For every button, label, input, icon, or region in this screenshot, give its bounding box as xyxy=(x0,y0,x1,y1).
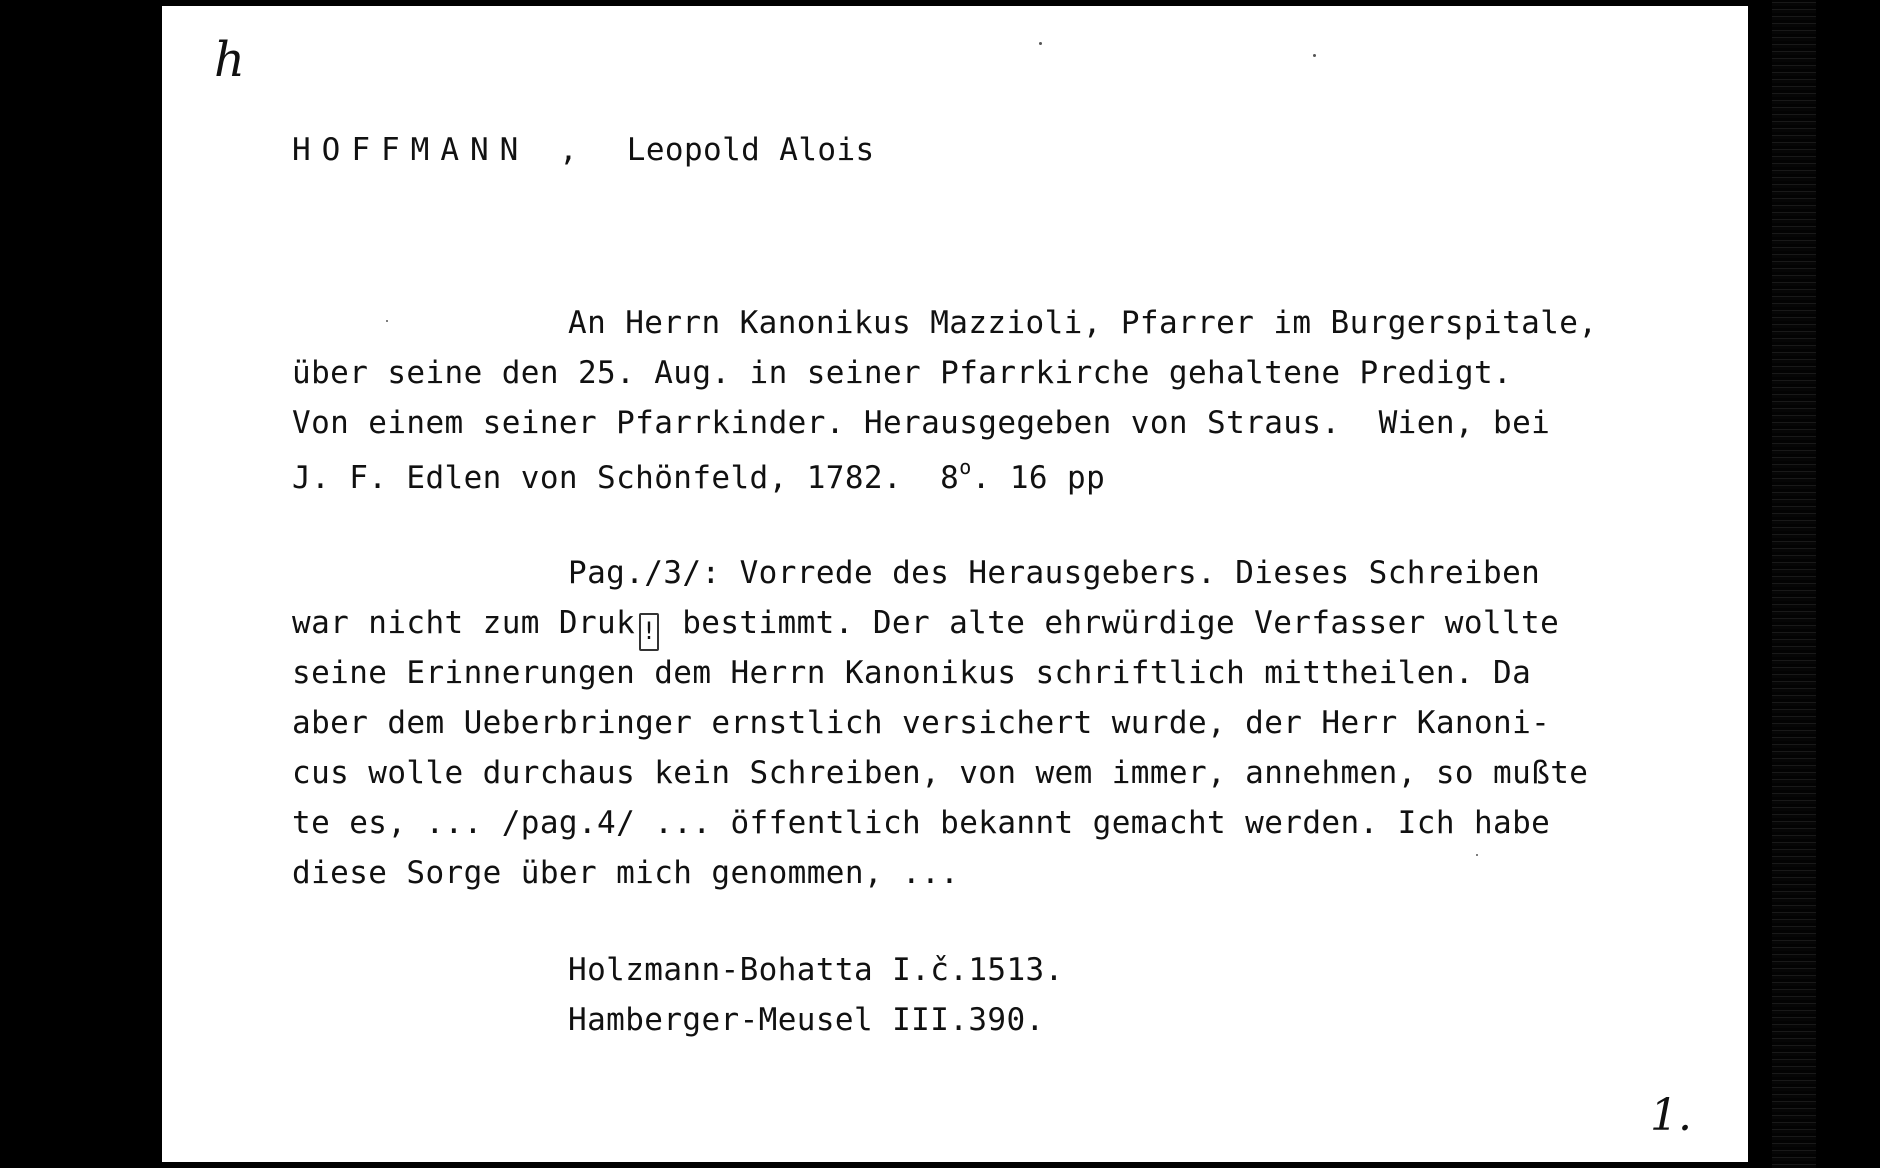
handwritten-corner-mark-top: h xyxy=(214,32,245,88)
handwritten-corner-mark-bottom: 1. xyxy=(1650,1090,1692,1141)
entry-imprint-line xyxy=(292,455,1105,496)
entry-line: über seine den 25. Aug. in seiner Pfarrkirche gehaltene Predigt. xyxy=(292,355,1513,391)
excerpt-line: Pag./3/: Vorrede des Herausgebers. Dieses Schreiben xyxy=(568,555,1541,591)
card-heading xyxy=(292,132,875,168)
reference-line: Holzmann-Bohatta I.č.1513. xyxy=(568,952,1064,988)
excerpt-line: aber dem Ueberbringer ernstlich versichert wurde, der Herr Kanoni- xyxy=(292,705,1551,741)
excerpt-line: diese Sorge über mich genommen, ... xyxy=(292,855,960,891)
excerpt-text: bestimmt. Der alte ehrwürdige Verfasser wollte xyxy=(663,605,1560,641)
speck xyxy=(1313,54,1316,57)
excerpt-line: seine Erinnerungen dem Herrn Kanonikus schriftlich mittheilen. Da xyxy=(292,655,1532,691)
excerpt-line: cus wolle durchaus kein Schreiben, von wem immer, annehmen, so mußte xyxy=(292,755,1589,791)
entry-line: An Herrn Kanonikus Mazzioli, Pfarrer im Burgerspitale, xyxy=(568,305,1598,341)
format-tail: . 16 pp xyxy=(971,460,1106,496)
heading-given-names: Leopold Alois xyxy=(626,132,875,168)
format-superscript: o xyxy=(959,455,972,479)
imprint-text: J. F. Edlen von Schönfeld, 1782. 8 xyxy=(292,460,960,496)
speck xyxy=(1039,42,1042,45)
entry-line: Von einem seiner Pfarrkinder. Herausgegeben von Straus. Wien, bei xyxy=(292,405,1551,441)
heading-surname: HOFFMANN , xyxy=(292,132,589,168)
speck xyxy=(1476,854,1478,856)
speck xyxy=(386,320,388,322)
reference-line: Hamberger-Meusel III.390. xyxy=(568,1002,1045,1038)
excerpt-line xyxy=(292,605,1559,651)
bracketed-annotation: ! xyxy=(639,613,659,651)
excerpt-line: te es, ... /pag.4/ ... öffentlich bekannt gemacht werden. Ich habe xyxy=(292,805,1551,841)
excerpt-text: war nicht zum Druk xyxy=(292,605,636,641)
scan-edge xyxy=(1772,0,1816,1168)
